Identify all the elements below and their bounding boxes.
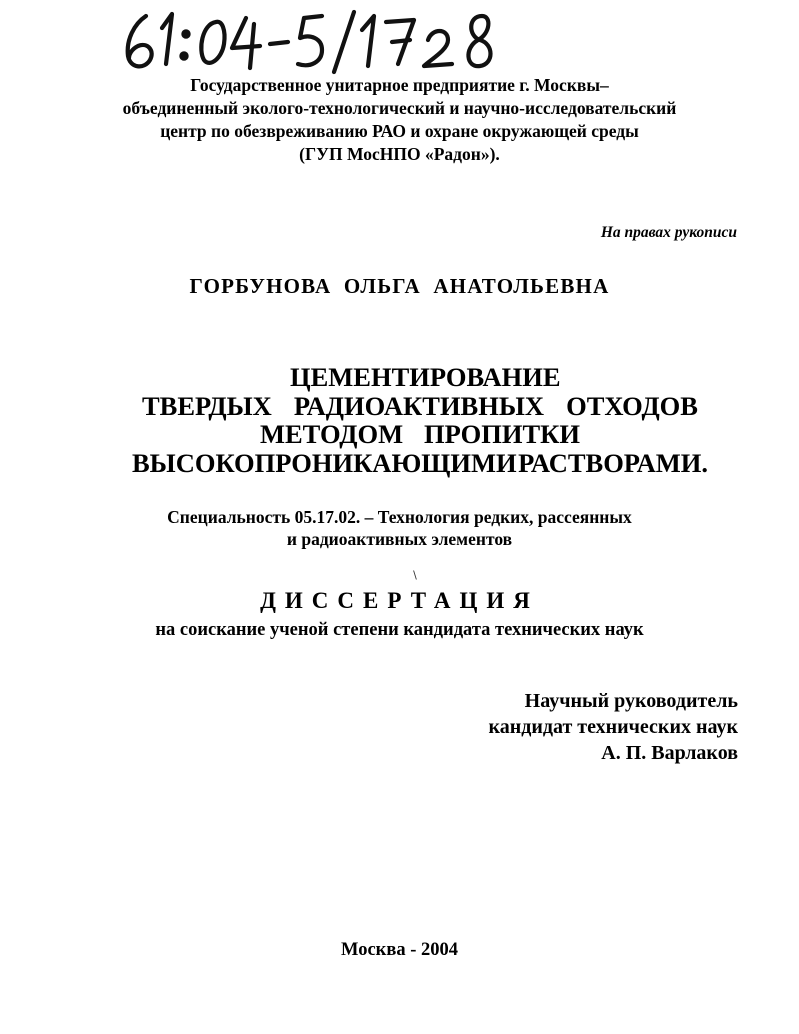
- title-word: МЕТОДОМ: [260, 419, 404, 449]
- rights-note: На правах рукописи: [600, 224, 737, 241]
- scan-speck: ∖: [411, 570, 419, 582]
- title-line-4: [132, 449, 708, 478]
- specialty-line-1: Специальность 05.17.02. – Технология редких, рассеянных: [167, 507, 632, 527]
- organization-line: (ГУП МосНПО «Радон»).: [299, 144, 500, 164]
- degree-line: на соискание ученой степени кандидата технических наук: [155, 620, 644, 640]
- title-line-2: [142, 392, 698, 421]
- specialty-line-2: и радиоактивных элементов: [286, 529, 513, 549]
- organization-line: Государственное унитарное предприятие г. Москвы–: [190, 75, 609, 95]
- title-word: РАДИОАКТИВНЫХ: [293, 390, 545, 421]
- dissertation-title: [120, 363, 720, 477]
- organization-line: объединенный эколого-технологический и научно-исследовательский: [122, 98, 677, 118]
- organization-line: центр по обезвреживанию РАО и охране окружающей среды: [160, 121, 639, 141]
- title-word: ВЫСОКОПРОНИКАЮЩИМИ: [132, 447, 517, 478]
- title-line-3: [260, 420, 580, 449]
- specialty-block: [0, 506, 799, 550]
- organization-block: [40, 74, 759, 166]
- title-word: ПРОПИТКИ: [424, 419, 580, 449]
- author-name: ГОРБУНОВА ОЛЬГА АНАТОЛЬЕВНА: [189, 274, 610, 298]
- advisor-name: А. П. Варлаков: [601, 742, 738, 764]
- title-word: РАСТВОРАМИ.: [518, 447, 708, 478]
- title-line-1: ЦЕМЕНТИРОВАНИЕ: [290, 362, 561, 392]
- title-word: ТВЕРДЫХ: [142, 390, 272, 421]
- advisor-block: [488, 688, 738, 766]
- document-type: ДИССЕРТАЦИЯ: [260, 588, 539, 613]
- title-word: ОТХОДОВ: [566, 390, 698, 421]
- handwritten-archive-number: [118, 6, 518, 78]
- city-year: Москва - 2004: [341, 940, 458, 960]
- advisor-role: Научный руководитель: [524, 690, 738, 712]
- handwritten-number-drawing: [118, 6, 518, 78]
- advisor-degree: кандидат технических наук: [488, 716, 738, 738]
